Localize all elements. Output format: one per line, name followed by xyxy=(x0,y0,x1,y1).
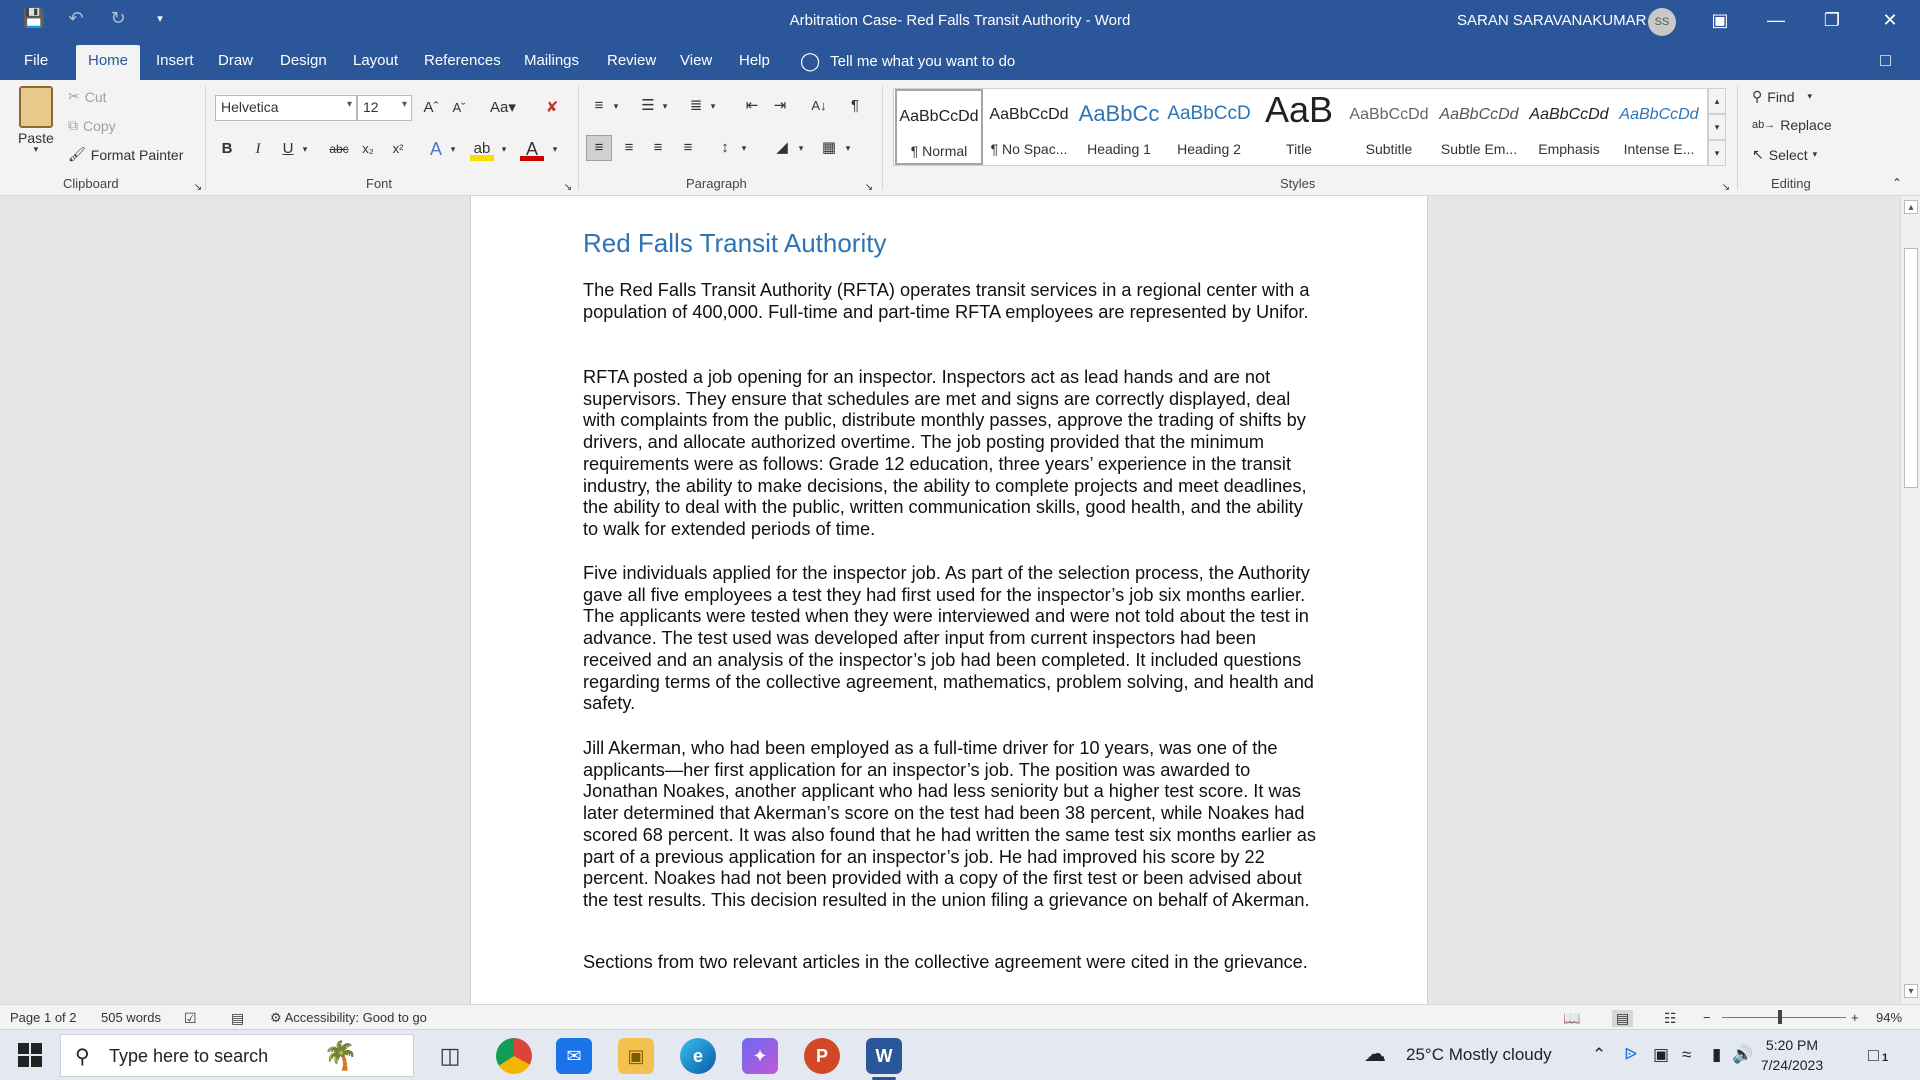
multilevel-list-icon[interactable]: ≣ xyxy=(689,97,703,114)
scroll-up-icon[interactable]: ▴ xyxy=(1904,200,1918,214)
clock-date: 7/24/2023 xyxy=(1760,1057,1824,1073)
document-paragraph: The Red Falls Transit Authority (RFTA) operates transit services in a regional center with a population of 400,000. Full-time and part-time RFTA employees are represented by Unifor. xyxy=(583,280,1310,322)
tell-me-box[interactable] xyxy=(800,51,1015,72)
cut-label: Cut xyxy=(84,88,107,105)
copy-button[interactable] xyxy=(68,117,116,134)
style-sample: AaBbCcDd xyxy=(989,106,1069,123)
chevron-down-icon: ▾ xyxy=(1807,91,1813,101)
borders-icon[interactable]: ▦ xyxy=(821,139,837,156)
tab-mailings[interactable]: Mailings xyxy=(524,52,580,69)
mail-icon[interactable]: ✉ xyxy=(556,1038,592,1074)
numbering-icon[interactable]: ☰ xyxy=(641,97,655,114)
cloud-icon: ☁ xyxy=(1364,1041,1386,1066)
document-paragraph: Sections from two relevant articles in the collective agreement were cited in the grievance. xyxy=(583,952,1308,972)
align-left-icon[interactable]: ≡ xyxy=(586,135,612,161)
dialog-launcher-icon[interactable]: ↘ xyxy=(864,182,874,193)
font-family-select[interactable] xyxy=(215,95,357,121)
chevron-down-icon: ▾ xyxy=(401,99,407,110)
meet-icon[interactable]: ▣ xyxy=(1653,1045,1670,1064)
document-page[interactable] xyxy=(470,196,1428,1004)
tab-design[interactable]: Design xyxy=(280,52,327,69)
powerpoint-icon[interactable]: P xyxy=(804,1038,840,1074)
style-sample: AaBbCcDd xyxy=(1619,106,1699,123)
status-bar xyxy=(0,1004,1920,1029)
taskbar-search[interactable] xyxy=(60,1034,414,1077)
chevron-down-icon[interactable]: ▾ xyxy=(552,144,558,154)
replace-icon: ab→ xyxy=(1752,119,1776,131)
format-painter-button[interactable] xyxy=(68,146,183,163)
chevron-down-icon[interactable]: ▾ xyxy=(613,101,619,111)
zoom-out-icon[interactable]: − xyxy=(1703,1010,1711,1025)
style-heading-1[interactable] xyxy=(1075,89,1163,165)
document-paragraph: RFTA posted a job opening for an inspector. Inspectors act as lead hands and are not supervisors. They ensure that schedules are met and signs are correctly displayed, deal with complaints from the public, distribute monthly passes, approve the trading of shifts by drivers, and allocate authorized overtime. The job posting provided that the minimum requirements were as follows: Grade 12 education, three years’ experience in the transit industry, the ability to make decisions, the ability to complete projects and meet deadlines, the ability to deal with the public, written communication skills, good health, and the ability to walk for extended periods of time. xyxy=(583,367,1307,539)
chevron-down-icon[interactable]: ▾ xyxy=(302,144,308,154)
page-title: Red Falls Transit Authority xyxy=(583,228,887,258)
style-title[interactable] xyxy=(1255,89,1343,165)
word-icon[interactable]: W xyxy=(866,1038,902,1074)
paste-label: Paste xyxy=(18,130,54,146)
cursor-icon: ↖ xyxy=(1752,146,1764,162)
tell-me-label: Tell me what you want to do xyxy=(830,53,1016,70)
style-sample: AaBbCcD xyxy=(1167,103,1251,124)
chrome-icon[interactable] xyxy=(496,1038,532,1074)
chevron-down-icon[interactable]: ▾ xyxy=(450,144,456,154)
customize-qat-icon[interactable]: ▾ xyxy=(157,13,163,25)
chevron-down-icon[interactable]: ▾ xyxy=(845,143,851,153)
accessibility-label: Accessibility: Good to go xyxy=(284,1010,427,1025)
ribbon-tabs xyxy=(0,41,1920,80)
dialog-launcher-icon[interactable]: ↘ xyxy=(1721,182,1731,193)
pilcrow-icon[interactable]: ¶ xyxy=(850,97,860,114)
style-subtle-emphasis[interactable] xyxy=(1435,89,1523,165)
tab-references[interactable]: References xyxy=(424,52,501,69)
clear-formatting-icon[interactable]: ✘ xyxy=(545,99,559,116)
copy-icon: ⧉ xyxy=(68,117,78,133)
ribbon-display-options-icon[interactable]: ▣ xyxy=(1711,10,1729,30)
superscript-icon[interactable]: x² xyxy=(392,141,404,156)
style-sample: AaBbCc xyxy=(1078,101,1160,126)
zoom-slider-thumb[interactable] xyxy=(1778,1010,1782,1024)
style-name: Emphasis xyxy=(1538,141,1600,157)
style-intense-emphasis[interactable] xyxy=(1615,89,1703,165)
zoom-slider[interactable] xyxy=(1722,1017,1846,1018)
page-count[interactable]: Page 1 of 2 xyxy=(10,1010,77,1025)
search-placeholder: Type here to search xyxy=(109,1046,269,1066)
increase-indent-icon[interactable]: ⇥ xyxy=(773,97,787,114)
styles-scroll-down-icon[interactable]: ▾ xyxy=(1708,114,1726,140)
change-case-icon[interactable]: Aa▾ xyxy=(490,99,516,116)
styles-scroll-up-icon[interactable]: ▴ xyxy=(1708,88,1726,114)
weather-label[interactable]: 25°C Mostly cloudy xyxy=(1406,1045,1552,1064)
copy-label: Copy xyxy=(83,117,116,134)
select-button[interactable] xyxy=(1752,146,1817,163)
chevron-down-icon: ▾ xyxy=(33,144,39,154)
bluetooth-icon[interactable]: ᐉ xyxy=(1624,1045,1638,1064)
edge-icon[interactable]: e xyxy=(680,1038,716,1074)
style-sample: AaBbCcDd xyxy=(1529,106,1609,123)
style-name: ¶ No Spac... xyxy=(990,141,1068,157)
clipboard-icon xyxy=(19,86,53,128)
style-sample: AaBbCcDd xyxy=(1439,106,1519,123)
hammock-icon: 🌴 xyxy=(323,1040,358,1071)
zoom-in-icon[interactable]: + xyxy=(1851,1010,1859,1025)
sort-icon[interactable]: A↓ xyxy=(811,98,827,113)
search-icon: ⚲ xyxy=(1752,88,1763,104)
subscript-icon[interactable]: x₂ xyxy=(362,141,374,156)
tab-review[interactable]: Review xyxy=(607,52,657,69)
style-name: Heading 2 xyxy=(1177,141,1241,157)
chevron-down-icon: ▾ xyxy=(346,99,352,110)
align-center-icon[interactable]: ≡ xyxy=(624,139,634,156)
tab-view[interactable]: View xyxy=(680,52,713,69)
print-layout-icon[interactable]: ▤ xyxy=(1612,1010,1633,1027)
replace-label: Replace xyxy=(1780,117,1832,133)
style-name: Title xyxy=(1286,141,1312,157)
style-name: Heading 1 xyxy=(1087,141,1151,157)
paragraph-group-label: Paragraph xyxy=(686,176,747,191)
underline-icon[interactable]: U xyxy=(282,140,294,157)
styles-gallery xyxy=(893,88,1708,166)
grow-font-icon[interactable]: Aˆ xyxy=(423,99,439,116)
chevron-down-icon[interactable]: ▾ xyxy=(741,143,747,153)
font-size-value: 12 xyxy=(363,99,379,115)
proofing-icon[interactable]: ☑ xyxy=(184,1010,197,1026)
italic-icon[interactable]: I xyxy=(255,141,261,157)
find-label: Find xyxy=(1767,88,1795,105)
dialog-launcher-icon[interactable]: ↘ xyxy=(193,182,203,193)
style-name: ¶ Normal xyxy=(910,143,968,159)
divider xyxy=(1737,86,1738,190)
styles-group-label: Styles xyxy=(1280,176,1316,191)
tab-layout[interactable]: Layout xyxy=(353,52,399,69)
strikethrough-icon[interactable]: abc xyxy=(329,142,349,156)
speaker-icon[interactable]: 🔊 xyxy=(1732,1045,1754,1064)
macro-recording-icon[interactable]: ▤ xyxy=(231,1010,245,1026)
font-family-value: Helvetica xyxy=(221,99,279,115)
font-size-select[interactable] xyxy=(357,95,412,121)
taskbar xyxy=(0,1029,1920,1080)
scrollbar-thumb[interactable] xyxy=(1904,248,1918,488)
scroll-down-icon[interactable]: ▾ xyxy=(1904,984,1918,998)
clipboard-group-label: Clipboard xyxy=(63,176,119,191)
line-spacing-icon[interactable]: ↕ xyxy=(721,139,729,156)
windows-start-icon[interactable] xyxy=(18,1043,42,1067)
select-label: Select xyxy=(1768,146,1808,163)
find-button[interactable] xyxy=(1752,88,1812,105)
text-effects-icon[interactable]: A xyxy=(429,139,442,159)
search-icon: ⚲ xyxy=(75,1046,90,1068)
cut-button[interactable] xyxy=(68,88,107,105)
font-group-label: Font xyxy=(366,176,393,191)
document-paragraph: Jill Akerman, who had been employed as a full-time driver for 10 years, was one of the applicants—her first application for an inspector’s job. The position was awarded to Jonathan Noakes, another applicant who had less seniority but a higher test score. It was later determined that Akerman’s score on the test had been 38 percent, while Noakes had scored 68 percent. It was also found that he had written the same test six months earlier as part of a previous application for an inspector’s job. He had improved his score by 22 percent. Noakes had not been provided with a copy of the first test or been advised about the test results. This decision resulted in the union filing a grievance on behalf of Akerman. xyxy=(583,738,1316,910)
file-explorer-icon[interactable]: ▣ xyxy=(618,1038,654,1074)
style-sample: AaBbCcDd xyxy=(1349,106,1429,123)
tab-help[interactable]: Help xyxy=(739,52,770,69)
chevron-down-icon[interactable]: ▾ xyxy=(662,101,668,111)
tab-file[interactable]: File xyxy=(24,52,49,69)
collapse-ribbon-icon[interactable]: ⌃ xyxy=(1892,176,1903,190)
clock[interactable] xyxy=(1742,1035,1842,1075)
paste-button[interactable] xyxy=(18,86,54,155)
dialog-launcher-icon[interactable]: ↘ xyxy=(563,182,573,193)
restore-icon[interactable]: ❐ xyxy=(1823,10,1841,30)
chevron-down-icon[interactable]: ▾ xyxy=(710,101,716,111)
shading-icon[interactable]: ◢ xyxy=(776,139,788,156)
tab-insert[interactable]: Insert xyxy=(156,52,194,69)
vertical-scrollbar[interactable] xyxy=(1900,196,1920,1004)
document-title: Arbitration Case- Red Falls Transit Authority - Word xyxy=(789,12,1131,29)
chevron-down-icon[interactable]: ▾ xyxy=(501,144,507,154)
avatar[interactable]: SS xyxy=(1648,8,1676,36)
zoom-level[interactable]: 94% xyxy=(1876,1010,1903,1025)
justify-icon[interactable]: ≡ xyxy=(683,139,693,156)
close-icon[interactable]: ✕ xyxy=(1882,10,1898,30)
style-no-spacing[interactable] xyxy=(985,89,1073,165)
comments-icon[interactable]: □ xyxy=(1880,50,1891,70)
divider xyxy=(882,86,883,190)
undo-icon[interactable]: ↶ xyxy=(68,8,84,28)
save-icon[interactable]: 💾 xyxy=(22,8,46,28)
title-bar xyxy=(0,0,1920,41)
chevron-down-icon: ▾ xyxy=(1812,149,1818,159)
bold-icon[interactable]: B xyxy=(221,140,233,157)
read-mode-icon[interactable]: 📖 xyxy=(1563,1010,1581,1026)
tab-draw[interactable]: Draw xyxy=(218,52,254,69)
format-painter-label: Format Painter xyxy=(90,146,184,163)
minimize-icon[interactable]: — xyxy=(1767,10,1785,30)
battery-icon[interactable]: ▮ xyxy=(1712,1045,1722,1064)
style-name: Subtitle xyxy=(1365,141,1413,157)
style-heading-2[interactable] xyxy=(1165,89,1253,165)
tab-home[interactable]: Home xyxy=(76,45,140,80)
decrease-indent-icon[interactable]: ⇤ xyxy=(745,97,759,114)
notification-icon[interactable]: □ xyxy=(1868,1045,1879,1065)
clock-time: 5:20 PM xyxy=(1765,1037,1819,1053)
ribbon xyxy=(0,80,1920,196)
paintbrush-icon: 🖌 xyxy=(68,146,86,162)
editing-group-label: Editing xyxy=(1771,176,1811,191)
chevron-up-icon[interactable]: ⌃ xyxy=(1592,1045,1607,1064)
divider xyxy=(205,86,206,190)
bullets-icon[interactable]: ≡ xyxy=(594,97,604,114)
font-color-icon[interactable]: A xyxy=(520,137,544,161)
styles-more-icon[interactable]: ▾ xyxy=(1708,140,1726,166)
divider xyxy=(578,86,579,190)
style-sample: AaB xyxy=(1264,89,1334,130)
shrink-font-icon[interactable]: Aˇ xyxy=(452,100,466,115)
chevron-down-icon[interactable]: ▾ xyxy=(798,143,804,153)
lightbulb-icon: ◯ xyxy=(800,51,821,71)
word-count[interactable]: 505 words xyxy=(101,1010,161,1025)
redo-icon[interactable]: ↻ xyxy=(110,8,126,28)
task-view-icon[interactable]: ◫ xyxy=(439,1043,461,1068)
style-emphasis[interactable] xyxy=(1525,89,1613,165)
copilot-icon[interactable]: ✦ xyxy=(742,1038,778,1074)
accessibility-icon: ⚙ xyxy=(270,1010,282,1025)
wifi-icon[interactable]: ≈ xyxy=(1682,1045,1692,1064)
style-sample: AaBbCcDd xyxy=(899,108,979,125)
align-right-icon[interactable]: ≡ xyxy=(653,139,663,156)
notification-count: 1 xyxy=(1882,1052,1889,1064)
style-subtitle[interactable] xyxy=(1345,89,1433,165)
style-normal[interactable] xyxy=(895,89,983,165)
accessibility-status[interactable] xyxy=(270,1010,427,1026)
highlight-icon[interactable]: ab xyxy=(470,137,494,161)
web-layout-icon[interactable]: ☷ xyxy=(1664,1010,1677,1026)
replace-button[interactable] xyxy=(1752,117,1832,133)
scissors-icon: ✂ xyxy=(68,88,80,104)
style-name: Intense E... xyxy=(1623,141,1695,157)
user-name[interactable]: SARAN SARAVANAKUMAR xyxy=(1457,12,1647,29)
style-name: Subtle Em... xyxy=(1440,141,1518,157)
document-paragraph: Five individuals applied for the inspector job. As part of the selection process, the Authority gave all five employees a test they had first used for the inspector’s job six months earlier. The applicants were tested when they were interviewed and were not told about the test in advance. The test used was developed after input from current inspectors had been received and an analysis of the inspector’s job had been completed. It included questions regarding terms of the collective agreement, mathematics, problem solving, and health and safety. xyxy=(583,563,1314,714)
